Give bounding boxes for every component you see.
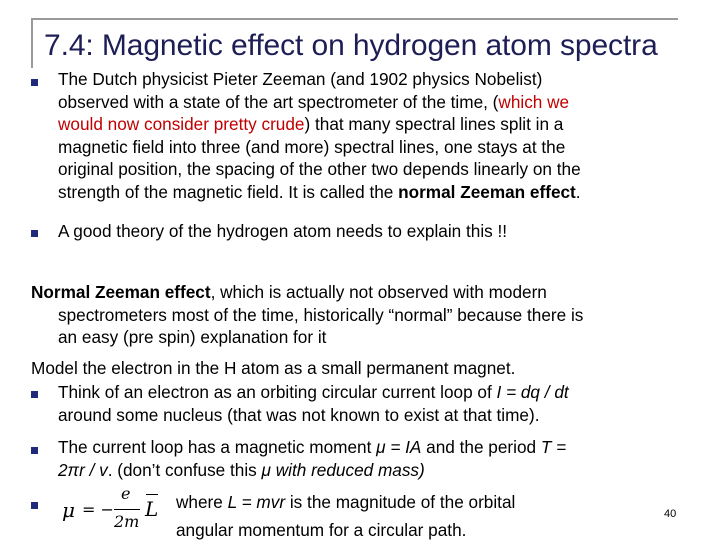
bullet-square-icon xyxy=(31,230,38,237)
b1-line1 xyxy=(58,381,569,404)
formula-L: L xyxy=(145,497,159,521)
bullet1-line1: The Dutch physicist Pieter Zeeman (and 1902 physics Nobelist) xyxy=(58,69,543,89)
bullet1-line6 xyxy=(58,181,581,204)
b2-line2 xyxy=(58,459,425,482)
bullet1-line6-text: strength of the magnetic field. It is called the xyxy=(58,182,399,202)
bullet1-line6-bold: normal Zeeman effect xyxy=(398,182,576,202)
b2-line2-text: . (don’t confuse this xyxy=(107,460,262,480)
bullet1-line3 xyxy=(58,113,563,136)
b2-line1 xyxy=(58,436,566,459)
b3-line2: angular momentum for a circular path. xyxy=(176,520,467,540)
b1-text: Think of an electron as an orbiting circular current loop of xyxy=(58,382,497,402)
bullet-square-icon xyxy=(31,391,38,398)
bullet1-line3-text: ) that many spectral lines split in a xyxy=(304,114,564,134)
b2-italic2: T = xyxy=(540,437,567,457)
slide-title: 7.4: Magnetic effect on hydrogen atom spectra xyxy=(44,29,658,62)
formula-numerator: e xyxy=(121,484,131,503)
b3-line1 xyxy=(176,491,515,514)
bullet1-line2-red: which we xyxy=(498,92,570,112)
bullet1-line2 xyxy=(58,91,569,114)
b2-text2: and the period xyxy=(421,437,541,457)
title-frame-top xyxy=(31,18,678,20)
b2-italic1: μ = IA xyxy=(376,437,422,457)
formula-vector-bar xyxy=(146,494,158,495)
p1-line1 xyxy=(31,281,547,304)
b1-italic: I = dq / dt xyxy=(496,382,569,402)
b3-text2: is the magnitude of the orbital xyxy=(285,492,516,512)
bullet1-line6-end: . xyxy=(575,182,581,202)
bullet-square-icon xyxy=(31,502,38,509)
bullet1-line4: magnetic field into three (and more) spectral lines, one stays at the xyxy=(58,137,566,157)
b1-line2: around some nucleus (that was not known to exist at that time). xyxy=(58,405,540,425)
title-frame-left xyxy=(31,18,33,68)
p1-line3: an easy (pre spin) explanation for it xyxy=(58,327,327,347)
formula-denominator: 2m xyxy=(114,512,140,531)
b2-text1: The current loop has a magnetic moment xyxy=(58,437,377,457)
bullet1-line2-text: observed with a state of the art spectrometer of the time, ( xyxy=(58,92,499,112)
bullet-square-icon xyxy=(31,447,38,454)
b2-line2-italic2: μ with reduced mass) xyxy=(261,460,425,480)
p2-line1: Model the electron in the H atom as a small permanent magnet. xyxy=(31,358,516,378)
formula-fraction-bar xyxy=(114,509,140,510)
b3-text1: where xyxy=(176,492,228,512)
formula-equals: = − xyxy=(82,500,114,519)
bullet-square-icon xyxy=(31,79,38,86)
p1-line2: spectrometers most of the time, historically “normal” because there is xyxy=(58,305,584,325)
b3-italic: L = mvr xyxy=(227,492,286,512)
p1-text: , which is actually not observed with modern xyxy=(210,282,547,302)
bullet1-line5: original position, the spacing of the other two depends linearly on the xyxy=(58,159,581,179)
p1-bold: Normal Zeeman effect xyxy=(31,282,211,302)
bullet2-line1: A good theory of the hydrogen atom needs to explain this !! xyxy=(58,221,508,241)
b2-line2-italic1: 2πr / v xyxy=(58,460,108,480)
bullet1-line3-red: would now consider pretty crude xyxy=(58,114,305,134)
slide-number: 40 xyxy=(664,508,677,520)
formula-mu: μ xyxy=(62,498,75,522)
magnetic-moment-formula xyxy=(60,486,170,538)
